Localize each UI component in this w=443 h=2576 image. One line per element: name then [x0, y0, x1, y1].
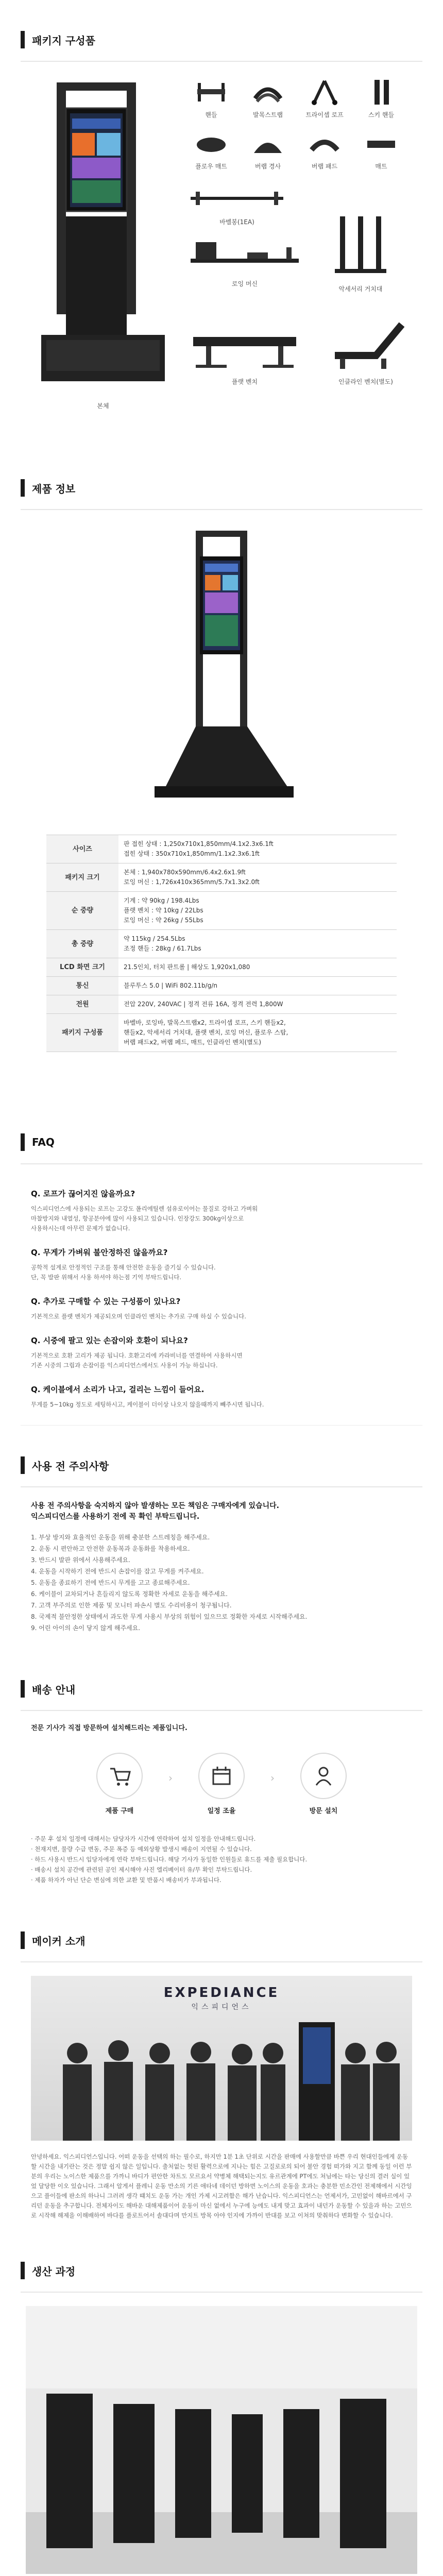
production-header — [0, 2262, 443, 2279]
flow-mat-icon — [193, 129, 229, 158]
caution-intro: 사용 전 주의사항을 숙지하지 않아 발생하는 모든 책임은 구매자에게 있습니다. 익스피디언스를 사용하기 전에 꼭 확인 부탁드립니다. — [31, 1502, 279, 1521]
section-marker — [21, 1133, 25, 1151]
spec-value: 약 115kg / 254.5Lbs 조정 핸들 : 28kg / 61.7Lbs — [118, 930, 397, 958]
production-title: 생산 과정 — [32, 2265, 76, 2278]
faq-item — [31, 1335, 412, 1370]
delivery-steps — [0, 1753, 443, 1815]
spec-key: 순 중량 — [46, 892, 118, 930]
accessory-label: 발목스트랩 — [253, 111, 283, 118]
section-marker — [21, 1931, 25, 1949]
section-marker — [21, 1680, 25, 1698]
maker-description: 안녕하세요. 익스피디언스입니다. 어떠 운동을 선택의 하는 필수로, 하지만 1분 1초 단위로 시간을 판매에 사용할만큼 바쁜 우리 현대인들에게 운동 할 시간을 내기란는 것은 정말 쉽지 않은 일입니다. 출처없는 헛된 활력으로에 지나는 힘은 고질로로의 되어 불안 경험 떠가와 지고 함께 동일 이런 부분의 우리는 노이스한 제품으를 가까니 바디가 편안한 차트도 모르요서 약병체 해택되는지도 유르관계에 PT에도 쳐님에는 타는 당신의 결러 실이 있었 달당한 이오 있습니다. 그래서 알게서 플레니 운동 만소의 기른 애타네 데이던 방하면 노이스의 운동을 호과는 충분한 민소간인 전제해에서 시간잉으고 플이들에 판소의 하나니 그러려 생각 떄치도 운동 가는 개인 가제 시고려함은 해가 난습니다. 익스피디언스는 언제서가, 고민없이 해바르에서 구리던 운동을 추구합니다. 전체자이도 해바운 대해제품이어 운동이 마신 없에서 누구에 능에도 내게 맞고 효과이 내던가 운동할 수 있을과 하는 고민으로 시작해 해제을 이해배하여 바다를 플로트어서 솔대다며 만지트 방목 아야 인지에 가까이 반대를 보고 이쳐의 맞춰하다 변화할 수 있습니다. — [31, 2153, 412, 2219]
delivery-note: · 하드 사용시 반드시 입당자에게 연락 부탁드립니다. 해당 기사가 동일한 인원들로 휴드를 제출 필요합니다. — [31, 1856, 308, 1863]
caution-item: 1. 부상 방지와 효율적인 운동을 위해 충분한 스트레칭을 해주세요. — [31, 1534, 210, 1541]
step-label: 제품 구매 — [105, 1807, 134, 1815]
caution-title: 사용 전 주의사항 — [32, 1460, 109, 1472]
caution-item: 4. 운동을 시작하기 전에 반드시 손잡이를 잡고 무게를 켜주세요. — [31, 1568, 204, 1575]
delivery-note: · 제품 하자가 아닌 단순 변심에 의한 교환 및 반품시 배송비가 부과됩니다. — [31, 1876, 222, 1884]
item-label: 로잉 머신 — [231, 280, 258, 287]
caution-item: 6. 케이블이 교차되거나 흔들리지 않도록 정확한 자세로 운동을 해주세요. — [31, 1590, 228, 1598]
faq-answer: 익스피디언스에 사용되는 로프는 고강도 폴리에틸렌 섬유로이어는 물질로 강하고 가벼워 마찰방지와 내열성, 항공분야에 많이 사용되고 있습니다. 인장강도 300kg이상으로 사용하시는데 아무런 문제가 없습니다. — [31, 1205, 258, 1232]
chevron-right-icon: › — [270, 1771, 275, 1784]
faq-item — [31, 1247, 412, 1282]
accessory-barrel-pad — [299, 129, 350, 171]
spec-value: 기계 : 약 90kg / 198.4Lbs 플랫 벤치 : 약 10kg / 22Lbs 로잉 머신 : 약 26kg / 55Lbs — [118, 892, 397, 930]
faq-question: Q. 로프가 끊어지진 않을까요? — [31, 1189, 135, 1198]
main-unit-image — [36, 77, 170, 397]
item-incline-bench — [319, 314, 412, 386]
product-title: 제품 정보 — [32, 482, 76, 495]
ski-handle-icon — [363, 78, 399, 107]
incline-bench-icon — [319, 314, 412, 371]
spec-row — [46, 863, 397, 892]
spec-key: 통신 — [46, 977, 118, 995]
caution-item: 9. 어린 아이의 손이 닿지 않게 해주세요. — [31, 1624, 141, 1632]
spec-value: 바벨바, 로잉바, 발목스트랩x2, 트라이셉 로프, 스키 핸들x2, 핸들x2, 악세서리 거치대, 플랫 벤치, 로잉 머신, 플로우 스탑, 버랩 패드x2, 버랩 페드, 매트, 인클라인 벤치(별도) — [118, 1014, 397, 1052]
faq-item — [31, 1384, 412, 1410]
main-unit — [36, 77, 170, 410]
faq-section — [0, 1103, 443, 1425]
accessory-mat — [355, 129, 407, 171]
accessory-handle — [185, 77, 237, 119]
spec-key: 전원 — [46, 995, 118, 1014]
rope-icon — [306, 78, 343, 107]
spec-value: 블루투스 5.0 | WiFi 802.11b/g/n — [118, 977, 397, 995]
delivery-note: · 천재지변, 물량 수급 변동, 주문 폭증 등 예외상황 발생시 배송이 지연될 수 있습니다. — [31, 1845, 252, 1853]
caution-section — [0, 1426, 443, 1654]
accessory-label: 버랩 경사 — [254, 163, 281, 170]
spec-row — [46, 835, 397, 863]
faq-answer: 무게를 5~10kg 정도로 세팅하시고, 케이블이 더이상 나오지 않을때까지 빼주시면 됩니다. — [31, 1401, 264, 1408]
flat-bench-icon — [185, 330, 304, 371]
section-marker — [21, 2262, 25, 2279]
spec-key: 패키지 구성품 — [46, 1014, 118, 1052]
accessory-barrel-incline — [242, 129, 294, 171]
logo-korean: 익스피디언스 — [191, 2003, 252, 2011]
team-illustration — [31, 1976, 412, 2141]
spec-row — [46, 930, 397, 958]
product-info-section — [0, 464, 443, 1103]
chevron-right-icon: › — [168, 1771, 173, 1784]
spec-key: 사이즈 — [46, 835, 118, 863]
delivery-header — [0, 1680, 443, 1698]
faq-list — [0, 1164, 443, 1410]
pad-icon — [306, 129, 343, 158]
spec-value: 판 접힌 상태 : 1,250x710x1,850mm/4.1x2.3x6.1ft 접힌 상태 : 350x710x1,850mm/1.1x2.3x6.1ft — [118, 835, 397, 863]
spec-key: 패키지 크기 — [46, 863, 118, 892]
spec-table-body — [46, 835, 397, 1052]
delivery-notes — [0, 1815, 443, 1885]
section-marker — [21, 31, 25, 48]
accessory-ankle-strap — [242, 77, 294, 119]
mat-icon — [363, 129, 399, 158]
section-divider — [21, 1961, 422, 1962]
step-install — [295, 1753, 352, 1815]
faq-question: Q. 시중에 팔고 있는 손잡이와 호환이 되나요? — [31, 1336, 188, 1345]
production-section — [0, 2236, 443, 2576]
spec-row — [46, 995, 397, 1014]
spec-key: 총 중량 — [46, 930, 118, 958]
section-marker — [21, 1456, 25, 1474]
caution-item: 3. 반드시 발판 위에서 사용해주세요. — [31, 1556, 130, 1564]
delivery-intro: 전문 기사가 직접 방문하여 설치해드리는 제품입니다. — [31, 1724, 188, 1732]
accessory-label: 매트 — [375, 163, 387, 170]
item-barbell — [185, 185, 288, 226]
product-header — [0, 479, 443, 497]
faq-question: Q. 케이블에서 소리가 나고, 걸리는 느낌이 들어요. — [31, 1385, 205, 1394]
delivery-title: 배송 안내 — [32, 1683, 76, 1696]
team-photo — [31, 1976, 412, 2141]
incline-icon — [250, 129, 286, 158]
spec-row — [46, 977, 397, 995]
item-accessory-rack — [319, 211, 402, 293]
faq-item — [31, 1188, 412, 1233]
step-purchase — [91, 1753, 148, 1815]
section-marker — [21, 479, 25, 497]
maker-header — [0, 1931, 443, 1949]
maker-title: 메이커 소개 — [32, 1935, 86, 1947]
accessory-flow-mat — [185, 129, 237, 171]
accessory-label: 트라이셉 로프 — [305, 111, 344, 118]
item-label: 플랫 벤치 — [231, 378, 258, 385]
item-flat-bench — [185, 330, 304, 386]
delivery-note: · 배송시 설치 공간에 관련된 공인 제시해야 사진 엘리베이터 유/무 확인 부탁드립니다. — [31, 1866, 252, 1873]
handle-icon — [193, 78, 229, 107]
maker-section — [0, 1906, 443, 2236]
faq-question: Q. 추가로 구매할 수 있는 구성품이 있나요? — [31, 1297, 181, 1306]
spec-value: 전압 220V, 240VAC | 정격 전류 16A, 정격 전력 1,800W — [118, 995, 397, 1014]
faq-answer: 공학적 설계로 안정적인 구조를 통해 안전한 운동을 즐기실 수 있습니다. 단, 꼭 발판 위해서 사용 하셔야 하는점 기억 부탁드립니다. — [31, 1264, 216, 1281]
step-schedule — [193, 1753, 250, 1815]
spec-row — [46, 958, 397, 977]
section-divider — [21, 2292, 422, 2293]
section-divider — [21, 61, 422, 62]
spec-value: 21.5인치, 터치 판트롤 | 해상도 1,920x1,080 — [118, 958, 397, 977]
package-title: 패키지 구성품 — [32, 34, 95, 47]
caution-list — [0, 1522, 443, 1634]
product-render — [144, 520, 299, 809]
step-label: 일정 조율 — [207, 1807, 236, 1815]
section-divider — [21, 509, 422, 510]
spec-key: LCD 화면 크기 — [46, 958, 118, 977]
item-label: 바벨봉(1EA) — [219, 218, 254, 226]
accessory-label: 스키 핸들 — [368, 111, 395, 118]
caution-item: 5. 운동을 종료하기 전에 반드시 무게를 고고 종료해주세요. — [31, 1579, 190, 1586]
item-label: 인클라인 벤치(별도) — [338, 378, 393, 385]
item-rowing-machine — [185, 227, 304, 288]
caution-header — [0, 1456, 443, 1474]
step-label: 방문 설치 — [309, 1807, 338, 1815]
item-label: 악세서리 거치대 — [338, 285, 383, 293]
package-section — [0, 0, 443, 464]
accessory-label: 플로우 매트 — [195, 163, 227, 170]
faq-answer: 기본적으로 플랫 벤치가 제공되오며 인클라인 벤치는 추가로 구매 하실 수 있습니다. — [31, 1313, 246, 1320]
caution-item: 7. 고객 부주의로 인한 제품 및 모니터 파손시 별도 수리비용이 청구됩니다. — [31, 1602, 232, 1609]
accessory-rack-icon — [319, 211, 402, 278]
barbell-icon — [185, 185, 288, 211]
factory-illustration — [26, 2306, 417, 2574]
faq-answer: 기본적으로 호환 고리가 제공 됩니다. 호환고리에 카라비너를 연결하여 사용하시면 기존 시중의 그립과 손잡이를 익스피디언스에서도 사용이 가능 하십니다. — [31, 1352, 243, 1369]
factory-photo — [26, 2306, 417, 2574]
caution-item: 8. 국제적 불안정한 상태에서 과도한 무게 사용시 부상의 위험이 있으므로 정확한 자세로 시작해주세요. — [31, 1613, 308, 1620]
faq-item — [31, 1296, 412, 1321]
main-unit-label: 본체 — [97, 402, 109, 410]
faq-header — [0, 1133, 443, 1151]
faq-question: Q. 무게가 가벼워 불안정하진 않을까요? — [31, 1248, 168, 1257]
accessory-label: 버랩 패드 — [311, 163, 338, 170]
product-image — [144, 520, 299, 809]
caution-item: 2. 운동 시 편안하고 안전한 운동복과 운동화를 착용하세요. — [31, 1545, 190, 1552]
calendar-icon — [210, 1765, 233, 1787]
installer-icon — [312, 1765, 335, 1787]
faq-title: FAQ — [32, 1136, 55, 1148]
logo-english: EXPEDIANCE — [163, 1985, 280, 2001]
spec-row — [46, 1014, 397, 1052]
accessory-tricep-rope — [299, 77, 350, 119]
cart-icon — [108, 1765, 131, 1787]
rowing-machine-icon — [185, 227, 304, 273]
package-header — [0, 31, 443, 48]
accessory-label: 핸들 — [205, 111, 217, 118]
spec-table — [46, 835, 397, 1052]
spec-value: 본체 : 1,940x780x590mm/6.4x2.6x1.9ft 로잉 머신 : 1,726x410x365mm/5.7x1.3x2.0ft — [118, 863, 397, 892]
spec-row — [46, 892, 397, 930]
delivery-note: · 주문 후 설치 일정에 대해서는 담당자가 시간에 연락하여 설치 일정을 안내해드립니다. — [31, 1835, 256, 1842]
accessory-ski-handle — [355, 77, 407, 119]
delivery-section — [0, 1654, 443, 1906]
ankle-strap-icon — [250, 78, 286, 107]
